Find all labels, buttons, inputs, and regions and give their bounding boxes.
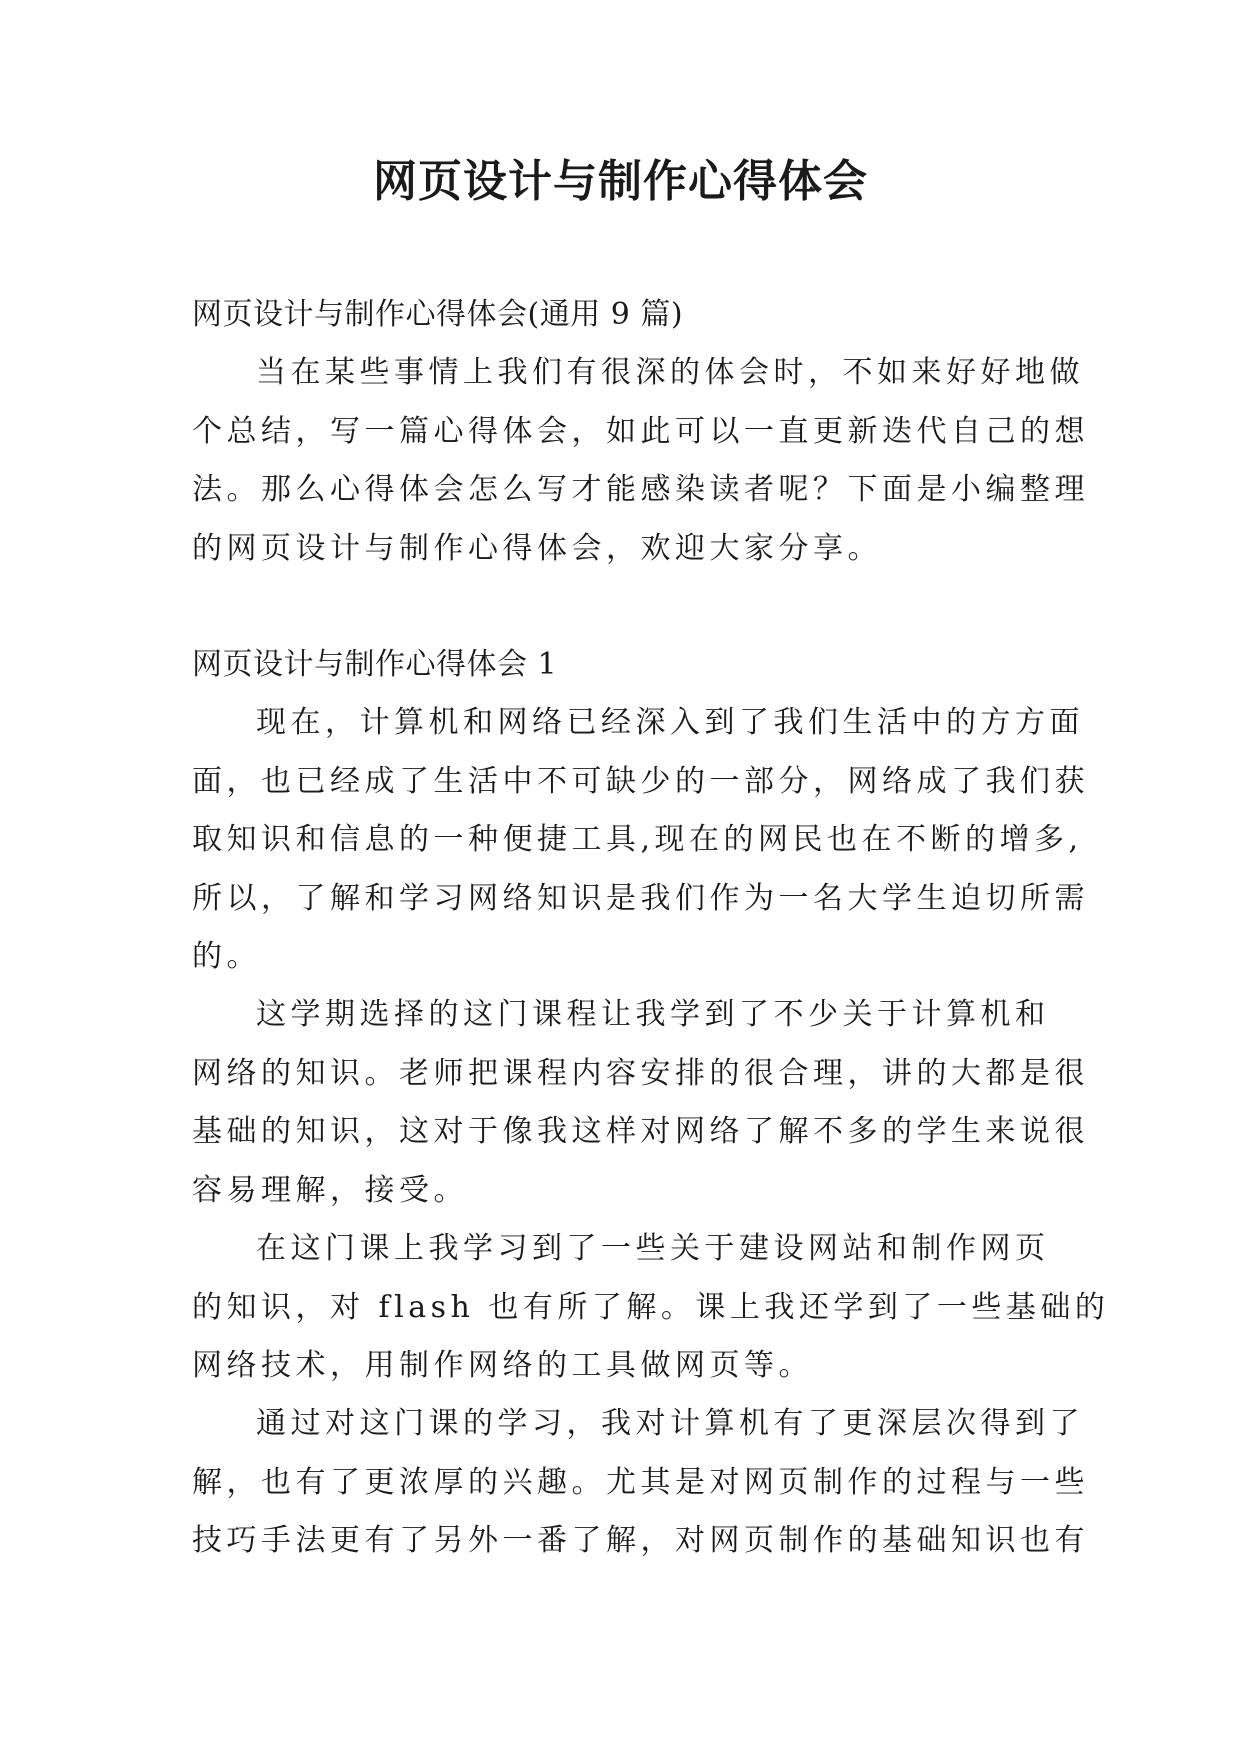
paragraph-line: 面，也已经成了生活中不可缺少的一部分，网络成了我们获 [192,763,1089,799]
body-paragraph [192,1220,1110,1395]
paragraph-line: 容易理解，接受。 [192,1172,468,1208]
paragraph-line: 的。 [192,939,261,975]
paragraph-line: 取知识和信息的一种便捷工具,现在的网民也在不断的增多, [192,822,1083,858]
paragraph-line: 在这门课上我学习到了一些关于建设网站和制作网页 [256,1231,1050,1267]
document-body [192,286,1110,1571]
paragraph-line: 技巧手法更有了另外一番了解，对网页制作的基础知识也有 [192,1523,1089,1559]
document-subtitle: 网页设计与制作心得体会(通用 9 篇) [192,297,684,332]
paragraph-line: 这学期选择的这门课程让我学到了不少关于计算机和 [256,997,1050,1033]
section-heading: 网页设计与制作心得体会 1 [192,647,558,683]
paragraph-line: 法。那么心得体会怎么写才能感染读者呢？下面是小编整理 [192,472,1089,508]
section-spacer [192,578,1052,636]
paragraph-line: 所以，了解和学习网络知识是我们作为一名大学生迫切所需 [192,880,1089,916]
paragraph-line: 解，也有了更浓厚的兴趣。尤其是对网页制作的过程与一些 [192,1464,1089,1500]
paragraph-line: 的知识，对 flash 也有所了解。课上我还学到了一些基础的 [192,1289,1110,1325]
body-paragraph [192,694,1089,986]
body-paragraph [192,1395,1089,1570]
body-paragraph [192,986,1089,1220]
paragraph-line: 网络技术，用制作网络的工具做网页等。 [192,1347,813,1383]
paragraph-line: 的网页设计与制作心得体会，欢迎大家分享。 [192,530,882,566]
intro-paragraph [192,344,1089,578]
document-title: 网页设计与制作心得体会 [373,156,868,207]
paragraph-line: 基础的知识，这对于像我这样对网络了解不多的学生来说很 [192,1114,1089,1150]
paragraph-line: 当在某些事情上我们有很深的体会时，不如来好好地做 [256,355,1084,391]
paragraph-line: 通过对这门课的学习，我对计算机有了更深层次得到了 [256,1406,1084,1442]
paragraph-line: 个总结，写一篇心得体会，如此可以一直更新迭代自己的想 [192,413,1089,449]
paragraph-line: 现在，计算机和网络已经深入到了我们生活中的方方面 [256,705,1084,741]
paragraph-line: 网络的知识。老师把课程内容安排的很合理，讲的大都是很 [192,1055,1089,1091]
